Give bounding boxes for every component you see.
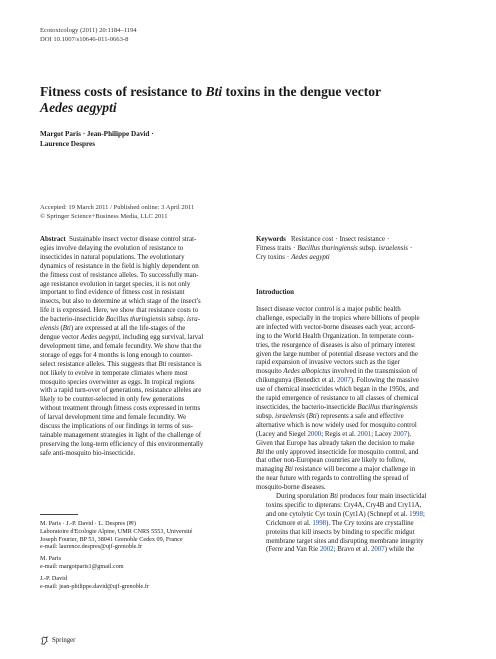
email-link[interactable]: e-mail: jean-philippe.david@ujf-grenoble.fr xyxy=(40,582,149,590)
paper-title: Fitness costs of resistance to Bti toxins in the dengue vector Aedes aegypti xyxy=(40,84,382,115)
author-affiliations: M. Paris · J.-P. David · L. Despres (✉) Laboratoire d'Ecologie Alpine, UMR CNRS 5553, Université Joseph Fourier, BP 53, 38041 Grenoble Cedex 09, France e-mail: laurence.despres@ujf-grenoble.fr M. Paris e-mail: margotparis1@gmail.com J.-P. David e-mail: jean-philippe.david@ujf-grenoble.fr xyxy=(40,520,250,594)
section-heading-introduction: Introduction xyxy=(256,288,294,296)
introduction-text: Insect disease vector control is a major public health challenge, especially in the tropics where billions of people are infected with vector-borne diseases each year, accord- ing to the World Health Organization. In temperate coun- tries, the resurgence of diseases is also of primary interest given the large number of potential disease vectors and the rapid expansion of invasive vectors such as the tiger mosquito Aedes albopictus involved in the transmission of chikungunya (Benedict et al. 2007). Following the massive use of chemical insecticides which began in the 1950s, and the rapid emergence of resistance to all classes of chemical insecticides, the bacterio-insecticide Bacillus thuringiensis subsp. israelensis (Bti) represents a safe and effective alternative which is now widely used for mosquito control (Lacey and Siegel 2000; Regis et al. 2001; Lacey 2007). Given that Europe has already taken the decision to make Bti the only approved insecticide for mosquito control, and that other non-European countries are likely to follow, managing Bti resistance will become a major challenge in the near future with regards to controlling the spread of mosquito-borne diseases. During sporulation Bti produces four main insecticidal toxins specific to dipterans: Cry4A, Cry4B and Cry11A, and one cytolytic Cyt toxin (Cyt1A) (Schnepf et al. 1998; Crickmore et al. 1998). The Cry toxins are crystalline proteins that kill insects by binding to specific midgut membrane target sites and disrupting membrane integrity (Ferre and Van Rie 2002; Bravo et al. 2007) while the xyxy=(256,306,427,554)
springer-horse-icon xyxy=(40,636,49,645)
citation-link[interactable]: 2007 xyxy=(336,377,351,385)
copyright: © Springer Science+Business Media, LLC 2011 xyxy=(40,212,168,220)
citation-link[interactable]: 2000 xyxy=(307,430,322,438)
publication-dates xyxy=(40,204,194,221)
citation-link[interactable]: 2007 xyxy=(370,546,385,554)
email-link[interactable]: e-mail: laurence.despres@ujf-grenoble.fr xyxy=(40,543,143,551)
abstract: Abstract Sustainable insect vector disease control strat- egies involve delaying the evolution of resistance to insecticides in natural populations. The evolutionary dynamics of resistance in the field is highly dependent on the fitness cost of resistance alleles. To successfully man- age resistance evolution in target species, it is not only important to find evidence of fitness cost in resistant insects, but also to determine at which stage of the insect's life it is expressed. Here, we show that resistance costs to the bacterio-insecticide Bacillus thuringiensis subsp. isra- elensis (Bti) are expressed at all the life-stages of the dengue vector Aedes aegypti, including egg survival, larval development time, and female fecundity. We show that the storage of eggs for 4 months is long enough to counter- select resistance alleles. This suggests that Bti resistance is not likely to evolve in temperate climates where most mosquito species overwinter as eggs. In tropical regions with a rapid turn-over of generations, resistance alleles are likely to be counter-selected in only few generations without treatment through fitness costs expressed in terms of larval development time and female fecundity. We discuss the implications of our findings in terms of sus- tainable management strategies in light of the challenge of preserving the long-term efficiency of this environmentally safe anti-mosquito bio-insecticide. xyxy=(40,236,204,457)
title-species: Aedes aegypti xyxy=(40,100,117,115)
publisher-footer xyxy=(40,636,75,645)
journal-citation: Ecotoxicology (2011) 20:1184–1194 xyxy=(40,27,137,34)
abstract-label: Abstract xyxy=(40,236,66,243)
keywords: Keywords Resistance cost · Insect resistance · Fitness traits · Bacillus thuringiensis subsp. israelensis · Cry toxins · Aedes aegypti xyxy=(256,236,413,261)
citation-link[interactable]: 2001 xyxy=(357,430,372,438)
citation-link[interactable]: 1998 xyxy=(409,510,423,518)
journal-header xyxy=(40,26,137,44)
keywords-label: Keywords xyxy=(256,236,286,243)
publisher-name: Springer xyxy=(52,637,76,644)
citation-link[interactable]: 1998 xyxy=(312,519,327,527)
author-list: Margot Paris · Jean-Philippe David · Laurence Despres xyxy=(40,130,154,148)
citation-link[interactable]: 2007 xyxy=(393,430,408,438)
accepted-date: Accepted: 19 March 2011 / Published online: 3 April 2011 xyxy=(40,204,195,211)
footnote-divider xyxy=(40,514,78,515)
doi: DOI 10.1007/s10646-011-0663-8 xyxy=(40,36,129,43)
citation-link[interactable]: 2002 xyxy=(319,546,334,554)
email-link[interactable]: e-mail: margotparis1@gmail.com xyxy=(40,562,124,570)
